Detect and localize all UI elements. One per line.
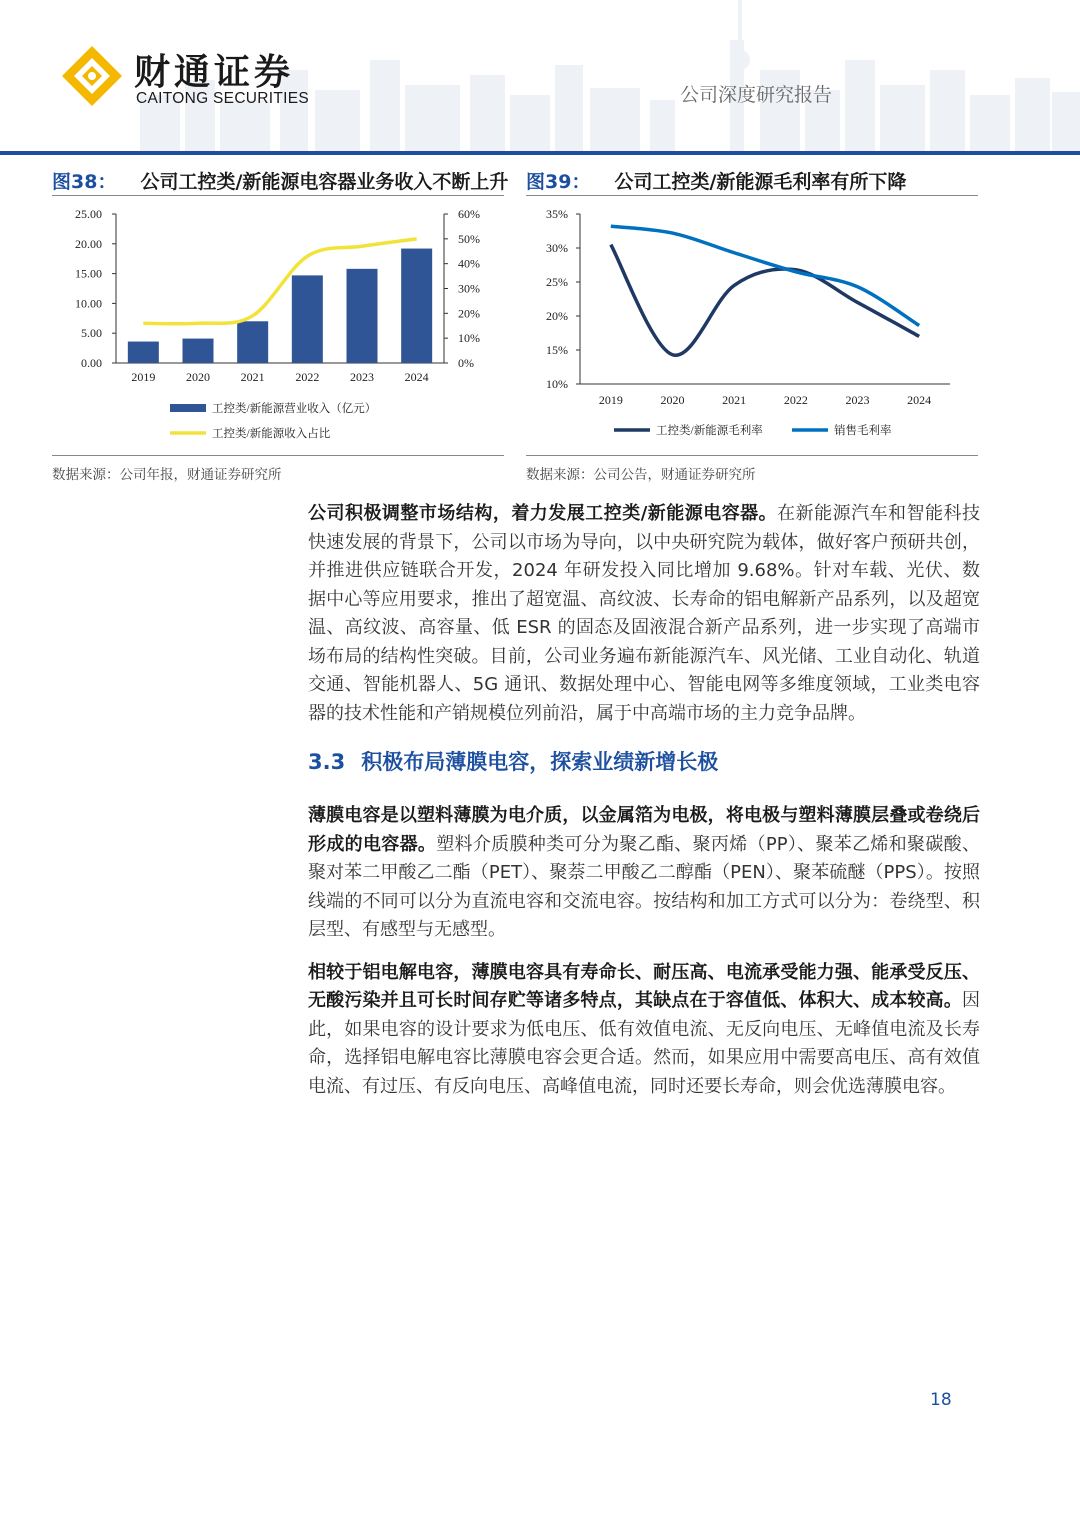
- right-y-tick-label: 20%: [458, 306, 480, 321]
- x-tick-label: 2022: [295, 370, 320, 384]
- figure-38-number: 图38：: [52, 171, 117, 193]
- report-type: 公司深度研究报告: [680, 84, 833, 106]
- revenue-bar: [347, 269, 378, 363]
- page-number: 18: [930, 1390, 952, 1410]
- revenue-bar: [237, 321, 268, 363]
- x-tick-label: 2019: [598, 393, 623, 407]
- x-tick-label: 2021: [722, 393, 747, 407]
- y-tick-label: 15%: [546, 343, 568, 357]
- x-tick-label: 2024: [907, 393, 932, 407]
- paragraph-film-capacitor-definition: [308, 802, 980, 945]
- y-tick-label: 30%: [546, 241, 568, 255]
- paragraph-body: 塑料介质膜种类可分为聚乙酯、聚丙烯（PP）、聚苯乙烯和聚碳酸、聚对苯二甲酸乙二酯（PET）、聚萘二甲酸乙二醇酯（PEN）、聚苯硫醚（PPS）。按照线端的不同可以分为直流电容和交流电容。按结构和加工方式可以分为：卷绕型、积层型、有感型与无感型。: [308, 833, 980, 940]
- right-y-tick-label: 0%: [458, 356, 474, 370]
- figure-39-source: 数据来源：公司公告，财通证券研究所: [526, 467, 756, 483]
- revenue-bar: [401, 249, 432, 363]
- legend-label-line: 工控类/新能源收入占比: [212, 428, 331, 440]
- legend-label-2: 销售毛利率: [834, 425, 892, 437]
- paragraph-market-structure: [308, 500, 980, 728]
- figure-38-caption: 公司工控类/新能源电容器业务收入不断上升: [140, 171, 509, 193]
- y-tick-label: 35%: [546, 207, 568, 221]
- section-title: 积极布局薄膜电容，探索业绩新增长极: [361, 750, 719, 774]
- x-tick-label: 2021: [240, 370, 265, 384]
- header-divider: [0, 151, 1080, 155]
- figure-39-caption: 公司工控类/新能源毛利率有所下降: [614, 171, 907, 193]
- section-number: 3.3: [308, 750, 346, 774]
- left-y-tick-label: 5.00: [81, 326, 102, 341]
- right-y-tick-label: 10%: [458, 331, 480, 346]
- x-tick-label: 2020: [186, 370, 210, 384]
- revenue-bar: [128, 342, 159, 363]
- x-tick-label: 2022: [783, 393, 808, 407]
- figure-39-number: 图39：: [526, 171, 591, 193]
- legend-swatch-bar: [170, 404, 206, 412]
- caitong-logo-icon: [60, 44, 124, 108]
- left-y-tick-label: 10.00: [75, 296, 102, 311]
- left-y-tick-label: 25.00: [75, 207, 102, 221]
- section-heading: [308, 746, 980, 776]
- figure-38-bottom-rule: [52, 455, 504, 456]
- right-y-tick-label: 50%: [458, 231, 480, 246]
- left-y-tick-label: 15.00: [75, 266, 102, 281]
- x-tick-label: 2020: [660, 393, 685, 407]
- brand-name-en: CAITONG SECURITIES: [136, 90, 310, 107]
- y-tick-label: 20%: [546, 309, 568, 323]
- right-y-tick-label: 60%: [458, 207, 480, 221]
- paragraph-body: 因此，如果电容的设计要求为低电压、低有效值电流、无反向电压、无峰值电流及长寿命，选择铝电解电容比薄膜电容会更合适。然而，如果应用中需要高电压、高有效值电流、有过压、有反向电压、高峰值电流，同时还要长寿命，则会优选薄膜电容。: [308, 990, 980, 1097]
- figure-39-title: [526, 167, 906, 194]
- paragraph-lead: 相较于铝电解电容，薄膜电容具有寿命长、耐压高、电流承受能力强、能承受反压、无酸污染并且可长时间存贮等诸多特点，其缺点在于容值低、体积大、成本较高。: [308, 961, 980, 1011]
- figure-39-bottom-rule: [526, 455, 978, 456]
- page-header: [0, 0, 1080, 158]
- figure-39-chart: [526, 200, 978, 450]
- y-tick-label: 25%: [546, 275, 568, 289]
- body-text: [308, 500, 980, 1115]
- right-y-tick-label: 30%: [458, 281, 480, 296]
- x-tick-label: 2024: [404, 370, 429, 384]
- figure-39-top-rule: [526, 195, 978, 196]
- revenue-bar: [183, 339, 214, 363]
- x-tick-label: 2023: [845, 393, 870, 407]
- left-y-tick-label: 20.00: [75, 236, 102, 251]
- figure-38-source: 数据来源：公司年报，财通证券研究所: [52, 467, 282, 483]
- paragraph-body: 在新能源汽车和智能科技快速发展的背景下，公司以市场为导向，以中央研究院为载体，做好客户预研共创，并推进供应链联合开发，2024 年研发投入同比增加 9.68%。针对车载、光伏、数据中心等应用要求，推出了超宽温、高纹波、长寿命的铝电解新产品系列，以及超宽温、高纹波、高容量、低 ESR 的固态及固液混合新产品系列，进一步实现了高端市场布局的结构性突破。目前，公司业务遍布新能源汽车、风光储、工业自动化、轨道交通、智能机器人、5G 通讯、数据处理中心、智能电网等多维度领域，工业类电容器的技术性能和产销规模位列前沿，属于中高端市场的主力竞争品牌。: [308, 503, 980, 724]
- revenue-bar: [292, 275, 323, 363]
- right-y-tick-label: 40%: [458, 256, 480, 271]
- figure-38-chart: [52, 200, 504, 450]
- legend-label-bar: 工控类/新能源营业收入（亿元）: [212, 403, 377, 415]
- x-tick-label: 2019: [131, 370, 156, 384]
- figure-38-title: [52, 167, 508, 194]
- paragraph-lead: 公司积极调整市场结构，着力发展工控类/新能源电容器。: [308, 503, 778, 524]
- y-tick-label: 10%: [546, 377, 568, 391]
- figure-38-top-rule: [52, 195, 504, 196]
- brand-name-cn: 财通证券: [134, 52, 295, 93]
- x-tick-label: 2023: [350, 370, 374, 384]
- legend-label-1: 工控类/新能源毛利率: [656, 425, 763, 437]
- paragraph-lead: 薄膜电容是以塑料薄膜为电介质，以金属箔为电极，将电极与塑料薄膜层叠或卷绕后形成的电容器。: [308, 805, 980, 855]
- left-y-tick-label: 0.00: [81, 356, 102, 370]
- paragraph-film-vs-aluminum: [308, 959, 980, 1102]
